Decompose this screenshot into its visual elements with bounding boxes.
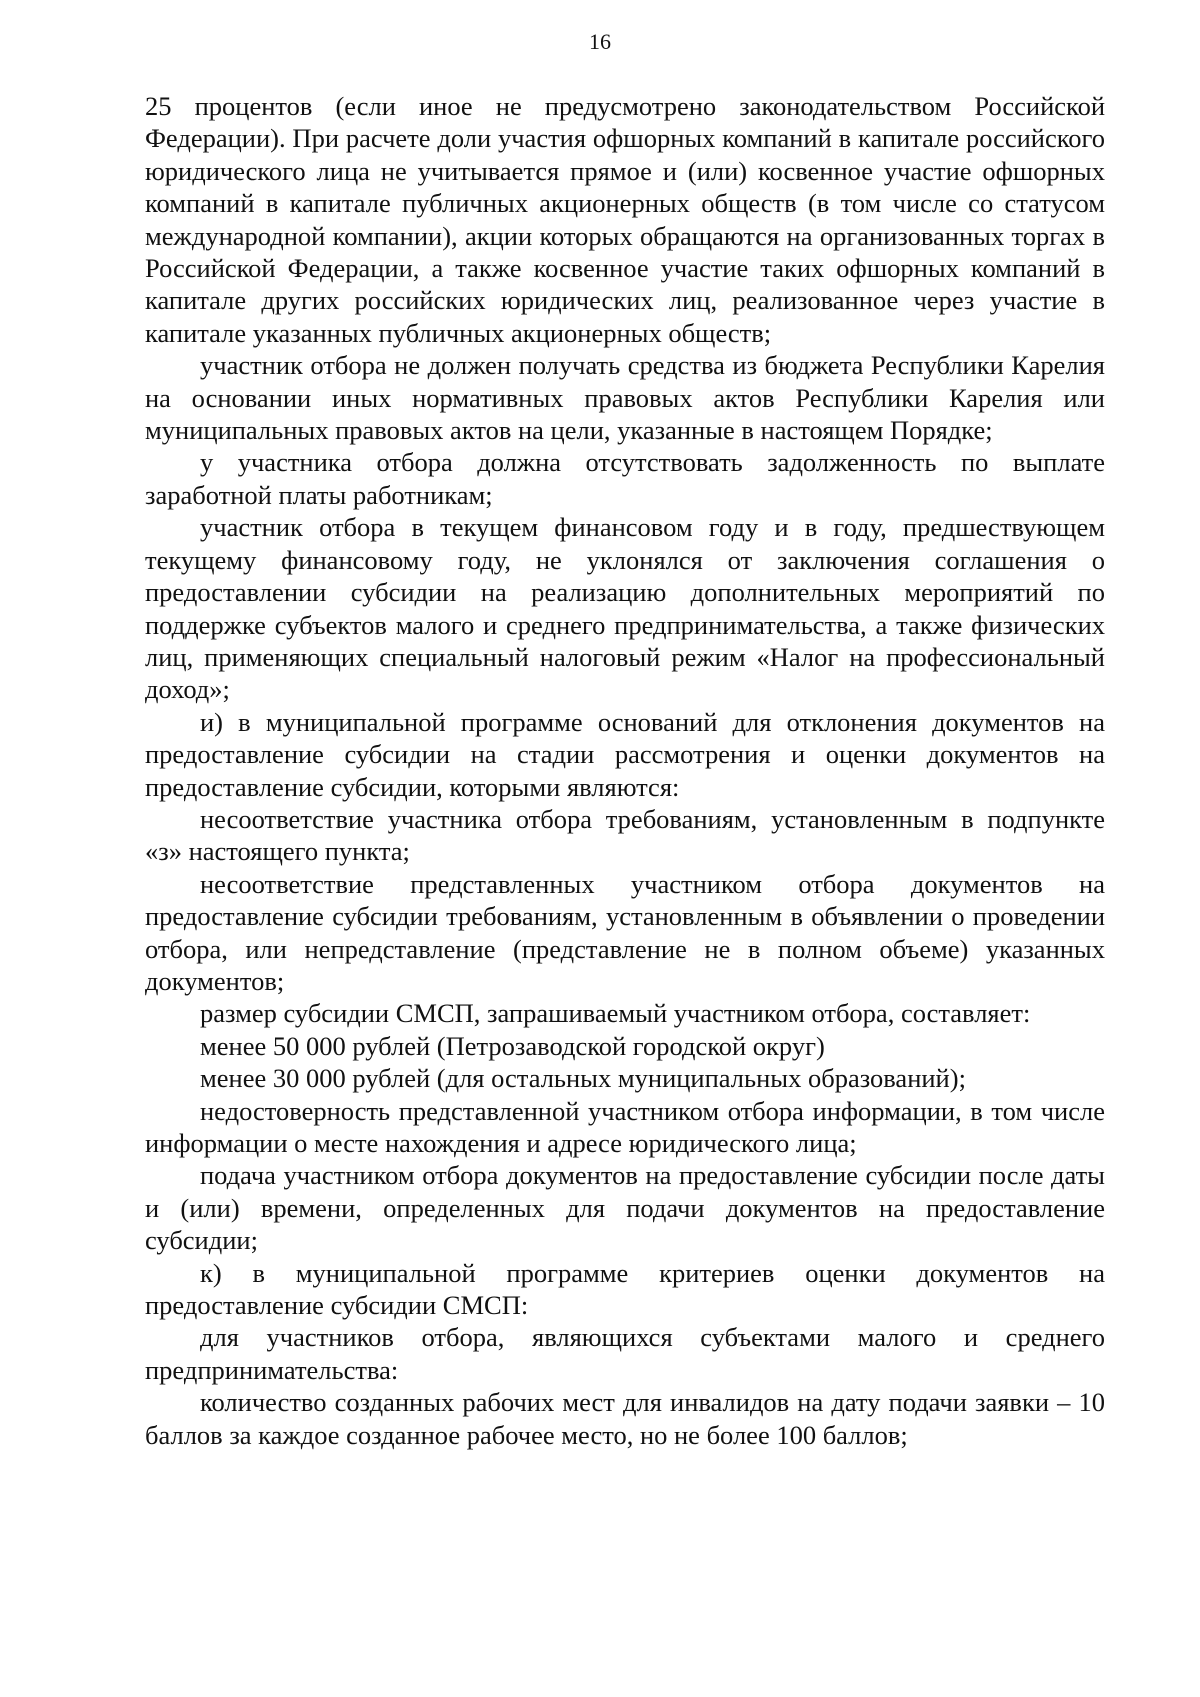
- paragraph-item-k-criteria: к) в муниципальной программе критериев оценки документов на предоставление субсидии СМСП:: [145, 1257, 1105, 1321]
- paragraph-item-i-rejection-grounds: и) в муниципальной программе оснований для отклонения документов на предоставление субсидии на стадии рассмотрения и оценки документов на предоставление субсидии, которыми являются:: [145, 706, 1105, 802]
- paragraph-unreliable-info: недостоверность представленной участником отбора информации, в том числе информации о месте нахождения и адресе юридического лица;: [145, 1095, 1105, 1158]
- paragraph-no-wage-debt: у участника отбора должна отсутствовать задолженность по выплате заработной платы работникам;: [145, 447, 1105, 510]
- paragraph-subsidy-size: размер субсидии СМСП, запрашиваемый участником отбора, составляет:: [200, 998, 1031, 1029]
- paragraph-no-budget-funds: участник отбора не должен получать средства из бюджета Республики Карелия на основании иных нормативных правовых актов Республики Карелия или муниципальных правовых актов на цели, указанные в настоящем Порядке;: [145, 350, 1105, 446]
- paragraph-noncompliance-requirements: несоответствие участника отбора требованиям, установленным в подпункте «з» настоящего пункта;: [145, 803, 1105, 867]
- paragraph-noncompliance-documents: несоответствие представленных участником отбора документов на предоставление субсидии требованиям, установленным в объявлении о проведении отбора, или непредставление (представление не в полном объеме) указанных документов;: [145, 868, 1105, 996]
- page-number: 16: [589, 29, 611, 54]
- paragraph-offshore-share: 25 процентов (если иное не предусмотрено законодательством Российской Федерации). При расчете доли участия офшорных компаний в капитале российского юридического лица не учитывается прямое и (или) косвенное участие офшорных компаний в капитале публичных акционерных обществ (в том числе со статусом международной компании), акции которых обращаются на организованных торгах в Российской Федерации, а также косвенное участие таких офшорных компаний в капитале других российских юридических лиц, реализованное через участие в капитале указанных публичных акционерных обществ;: [145, 91, 1105, 348]
- paragraph-no-agreement-evasion: участник отбора в текущем финансовом году и в году, предшествующем текущему финансовому году, не уклонялся от заключения соглашения о предоставлении субсидии на реализацию дополнительных мероприятий по поддержке субъектов малого и среднего предпринимательства, а также физических лиц, применяющих специальный налоговый режим «Налог на профессиональный доход»;: [145, 512, 1105, 705]
- paragraph-jobs-for-disabled: количество созданных рабочих мест для инвалидов на дату подачи заявки – 10 баллов за каждое созданное рабочее место, но не более 100 баллов;: [145, 1387, 1105, 1450]
- document-body: [145, 90, 1105, 1451]
- paragraph-less-30000: менее 30 000 рублей (для остальных муниципальных образований);: [200, 1063, 966, 1094]
- paragraph-less-50000: менее 50 000 рублей (Петрозаводской городской округ): [200, 1030, 825, 1061]
- paragraph-sme-participants: для участников отбора, являющихся субъектами малого и среднего предпринимательства:: [145, 1322, 1105, 1385]
- paragraph-late-submission: подача участником отбора документов на предоставление субсидии после даты и (или) времени, определенных для подачи документов на предоставление субсидии;: [145, 1160, 1105, 1256]
